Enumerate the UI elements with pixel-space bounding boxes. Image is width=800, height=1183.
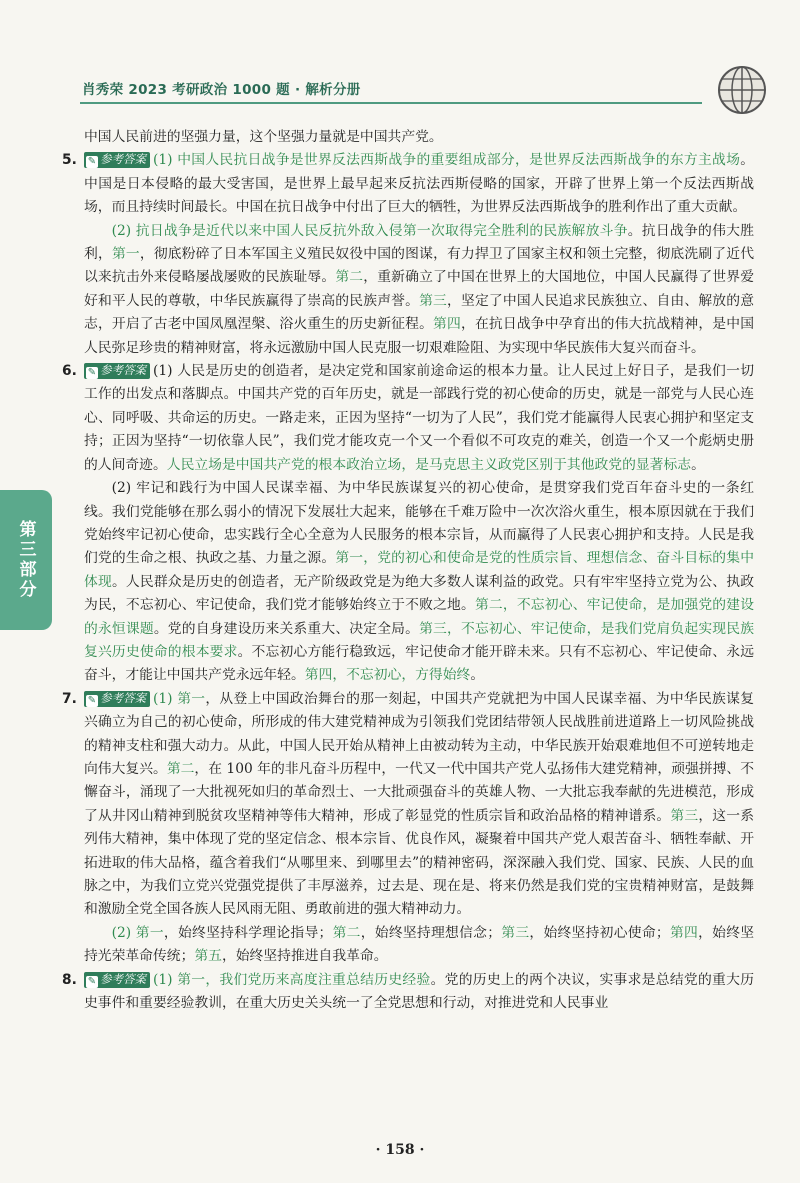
answer-5: 5. ✎ 参考答案 (1) 中国人民抗日战争是世界反法西斯战争的重要组成部分，是世界反法西斯战争的东方主战场。中国是日本侵略的最大受害国，是世界上最早起来反抗法西斯侵略的国家，开辟了世界上第一个反法西斯战场，而且持续时间最长。中国在抗日战争中付出了巨大的牺牲，为世界反法西斯战争的胜利作出了重大贡献。 (2) 抗日战争是近代以来中国人民反抗外敌入侵第一次取得完全胜利的民族解放斗争。抗日战争的伟大胜利，第一，彻底粉碎了日本军国主义殖民奴役中国的图谋，有力捍卫了国家主权和领土完整，彻底洗刷了近代以来抗击外来侵略屡战屡败的民族耻辱。第二，重新确立了中国在世界上的大国地位，中国人民赢得了世界爱好和平人民的尊敬，中华民族赢得了崇高的民族声誉。第三，坚定了中国人民追求民族独立、自由、解放的意志，开启了古老中国凤凰涅槃、浴火重生的历史新征程。第四，在抗日战争中孕育出的伟大抗战精神，是中国人民弥足珍贵的精神财富，将永远激励中国人民克服一切艰难险阻、为实现中华民族伟大复兴而奋斗。 <box>84 149 754 360</box>
answer-badge: ✎ 参考答案 <box>84 152 150 168</box>
question-number: 6. <box>62 363 77 380</box>
header-rule <box>80 102 702 104</box>
page-number: · 158 · <box>375 1142 425 1158</box>
question-number: 7. <box>62 690 77 707</box>
question-number: 5. <box>62 152 77 169</box>
section-tab: 第三部分 <box>0 490 52 630</box>
answer-6: 6. ✎ 参考答案 (1) 人民是历史的创造者，是决定党和国家前途命运的根本力量。让人民过上好日子，是我们一切工作的出发点和落脚点。中国共产党的百年历史，就是一部践行党的初心使命的历史，就是一部党与人民心连心、同呼吸、共命运的历史。一路走来，正因为坚持“一切为了人民”，我们党才能赢得人民衷心拥护和坚定支持；正因为坚持“一切依靠人民”，我们党才能攻克一个又一个看似不可攻克的难关，创造一个又一个彪炳史册的人间奇迹。人民立场是中国共产党的根本政治立场，是马克思主义政党区别于其他政党的显著标志。 (2) 牢记和践行为中国人民谋幸福、为中华民族谋复兴的初心使命，是贯穿我们党百年奋斗史的一条红线。我们党能够在那么弱小的情况下发展壮大起来，能够在千难万险中一次次浴火重生，根本原因就在于我们党始终牢记初心使命，忠实践行全心全意为人民服务的根本宗旨，从而赢得了人民衷心拥护和支持。人民是我们党的生命之根、执政之基、力量之源。第一，党的初心和使命是党的性质宗旨、理想信念、奋斗目标的集中体现。人民群众是历史的创造者，无产阶级政党是为绝大多数人谋利益的政党。只有牢牢坚持立党为公、执政为民，不忘初心、牢记使命，我们党才能够始终立于不败之地。第二，不忘初心、牢记使命，是加强党的建设的永恒课题。党的自身建设历来关系重大、决定全局。第三，不忘初心、牢记使命，是我们党肩负起实现民族复兴历史使命的根本要求。不忘初心方能行稳致远，牢记使命才能开辟未来。只有不忘初心、牢记使命、永远奋斗，才能让中国共产党永远年轻。第四，不忘初心，方得始终。 <box>84 360 754 688</box>
pen-icon: ✎ <box>87 975 97 987</box>
question-number: 8. <box>62 971 77 988</box>
intro-line: 中国人民前进的坚强力量，这个坚强力量就是中国共产党。 <box>84 129 443 145</box>
answer-badge: ✎ 参考答案 <box>84 972 150 988</box>
book-title: 肖秀荣 2023 考研政治 1000 题 · 解析分册 <box>82 82 361 98</box>
running-header <box>62 64 772 108</box>
pen-icon: ✎ <box>87 694 97 706</box>
answer-badge: ✎ 参考答案 <box>84 363 150 379</box>
globe-icon <box>716 64 768 116</box>
pen-icon: ✎ <box>87 367 97 379</box>
pen-icon: ✎ <box>87 156 97 168</box>
page-body <box>62 126 755 1015</box>
answer-8: 8. ✎ 参考答案 (1) 第一，我们党历来高度注重总结历史经验。党的历史上的两个决议，实事求是总结党的重大历史事件和重要经验教训，在重大历史关头统一了全党思想和行动，对推进党和人民事业 <box>84 969 754 1016</box>
answer-7: 7. ✎ 参考答案 (1) 第一，从登上中国政治舞台的那一刻起，中国共产党就把为中国人民谋幸福、为中华民族谋复兴确立为自己的初心使命，所形成的伟大建党精神成为引领我们党团结带领人民战胜前进道路上一切风险挑战的精神支柱和强大动力。从此，中国人民开始从精神上由被动转为主动，中华民族开始艰难地但不可逆转地走向伟大复兴。第二，在 100 年的非凡奋斗历程中，一代又一代中国共产党人弘扬伟大建党精神，顽强拼搏、不懈奋斗，涌现了一大批视死如归的革命烈士、一大批顽强奋斗的英雄人物、一大批忘我奉献的先进模范，形成了从井冈山精神到脱贫攻坚精神等伟大精神，形成了彰显党的性质宗旨和政治品格的精神谱系。第三，这一系列伟大精神，集中体现了党的坚定信念、根本宗旨、优良作风，凝聚着中国共产党人艰苦奋斗、牺牲奉献、开拓进取的伟大品格，蕴含着我们“从哪里来、到哪里去”的精神密码，深深融入我们党、国家、民族、人民的血脉之中，为我们立党兴党强党提供了丰厚滋养，过去是、现在是、将来仍然是我们党的宝贵精神财富，是鼓舞和激励全党全国各族人民风雨无阻、勇敢前进的强大精神动力。 (2) 第一，始终坚持科学理论指导；第二，始终坚持理想信念；第三，始终坚持初心使命；第四，始终坚持光荣革命传统；第五，始终坚持推进自我革命。 <box>84 688 754 969</box>
answer-badge: ✎ 参考答案 <box>84 691 150 707</box>
